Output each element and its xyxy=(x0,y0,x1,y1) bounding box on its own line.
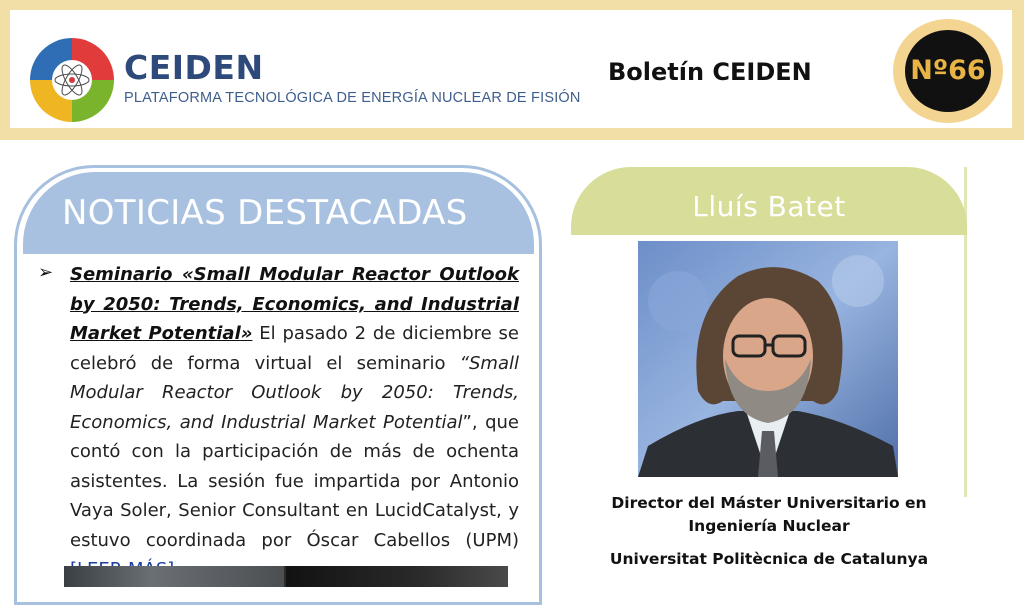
portrait-photo xyxy=(638,241,898,477)
issue-badge xyxy=(893,19,1003,123)
article-text-continued: ”, que contó con la participación de más de ochenta asistentes. La sesión fue impartida por Antonio Vaya Soler, Senior Consultant en LucidCatalyst, y estuvo coordinada por Óscar Cabellos (UPM) xyxy=(70,411,519,551)
news-article xyxy=(70,260,519,585)
article-text: El pasado 2 de diciembre se celebró de forma virtual el seminario xyxy=(70,323,519,374)
news-photo-left xyxy=(64,566,284,587)
profile-institution: Universitat Politècnica de Catalunya xyxy=(609,550,929,568)
profile-role: Director del Máster Universitario en Ingeniería Nuclear xyxy=(611,494,927,535)
brand-name: CEIDEN xyxy=(124,48,264,87)
arrow-bullet-icon: ➢ xyxy=(38,262,54,283)
article-title-link[interactable]: Seminario «Small Modular Reactor Outlook by 2050: Trends, Economics, and Industrial Market Potential» xyxy=(70,264,519,344)
article-quote: “Small Modular Reactor Outlook by 2050: Trends, Economics, and Industrial Market Potential xyxy=(70,352,519,433)
news-section-title: NOTICIAS DESTACADAS xyxy=(62,193,468,233)
profile-name: Lluís Batet xyxy=(692,190,846,223)
brand-tagline: PLATAFORMA TECNOLÓGICA DE ENERGÍA NUCLEAR DE FISIÓN xyxy=(124,90,581,106)
bulletin-title: Boletín CEIDEN xyxy=(608,58,812,86)
news-photo-right xyxy=(286,566,508,587)
issue-number: Nº66 xyxy=(905,30,991,112)
atom-logo-icon xyxy=(30,38,114,122)
news-photo xyxy=(64,566,508,587)
